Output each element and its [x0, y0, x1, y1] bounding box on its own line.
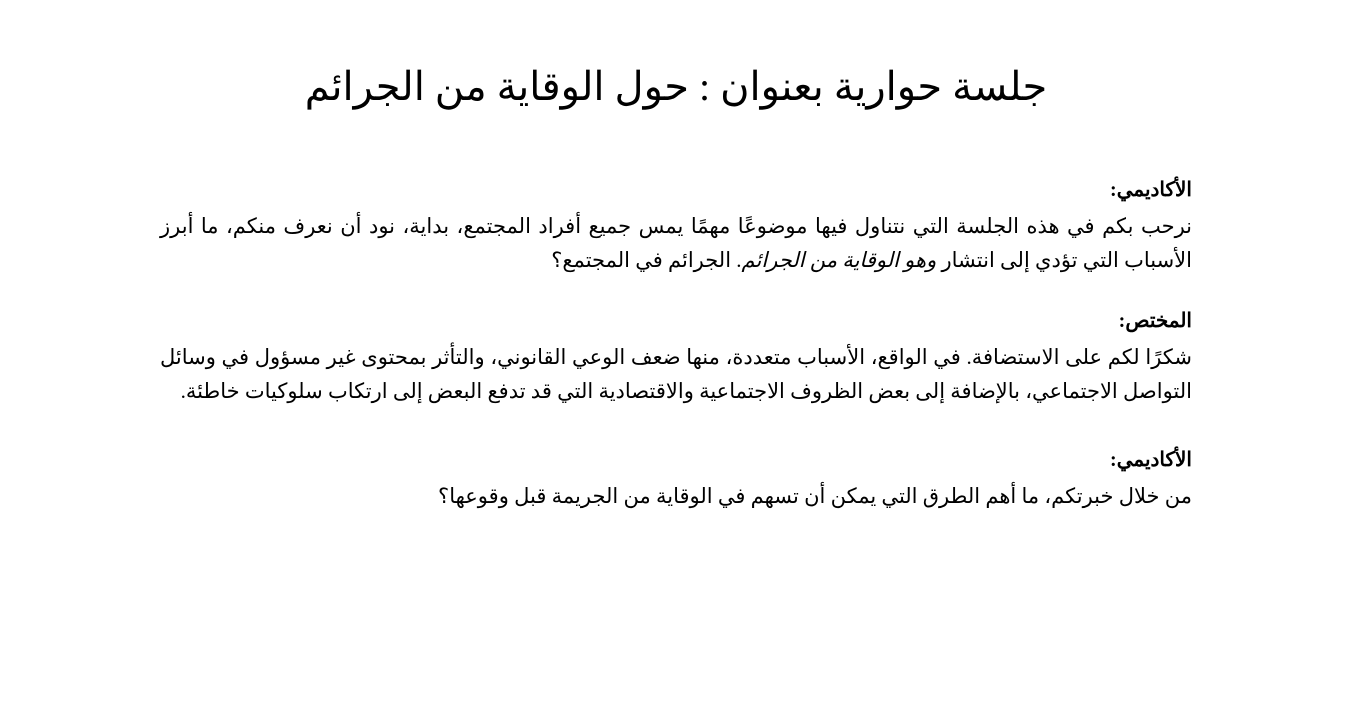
dialogue-block-1	[160, 176, 1192, 277]
speaker-label-specialist-1: المختص:	[1118, 310, 1192, 333]
dialogue-block-2	[160, 307, 1192, 408]
paragraph-specialist-1: شكرًا لكم على الاستضافة. في الواقع، الأسباب متعددة، منها ضعف الوعي القانوني، والتأثر بمحتوى غير مسؤول في وسائل التواصل الاجتماعي، بالإضافة إلى بعض الظروف الاجتماعية والاقتصادية التي قد تدفع البعض إلى ارتكاب سلوكيات خاطئة.	[160, 345, 1192, 404]
paragraph-text-emphasis: وهو الوقاية من الجرائم	[741, 248, 937, 273]
page-title: جلسة حوارية بعنوان : حول الوقاية من الجرائم	[304, 64, 1048, 109]
dialogue-block-3	[160, 446, 1192, 513]
paragraph-academic-1	[160, 209, 1192, 277]
paragraph-text-segment: . الجرائم في المجتمع؟	[551, 248, 742, 273]
document-body	[0, 176, 1352, 513]
speaker-label-academic-2: الأكاديمي:	[1110, 449, 1192, 472]
paragraph-text-segment: نرحب بكم في هذه الجلسة التي نتناول فيها موضوعًا مهمًا يمس جميع أفراد المجتمع، بداية، نود أن نعرف منكم، ما أبرز الأسباب التي تؤدي إلى انتشار	[160, 214, 1192, 273]
speaker-label-academic-1: الأكاديمي:	[1110, 179, 1192, 201]
paragraph-academic-2: من خلال خبرتكم، ما أهم الطرق التي يمكن أن تسهم في الوقاية من الجريمة قبل وقوعها؟	[438, 484, 1192, 509]
